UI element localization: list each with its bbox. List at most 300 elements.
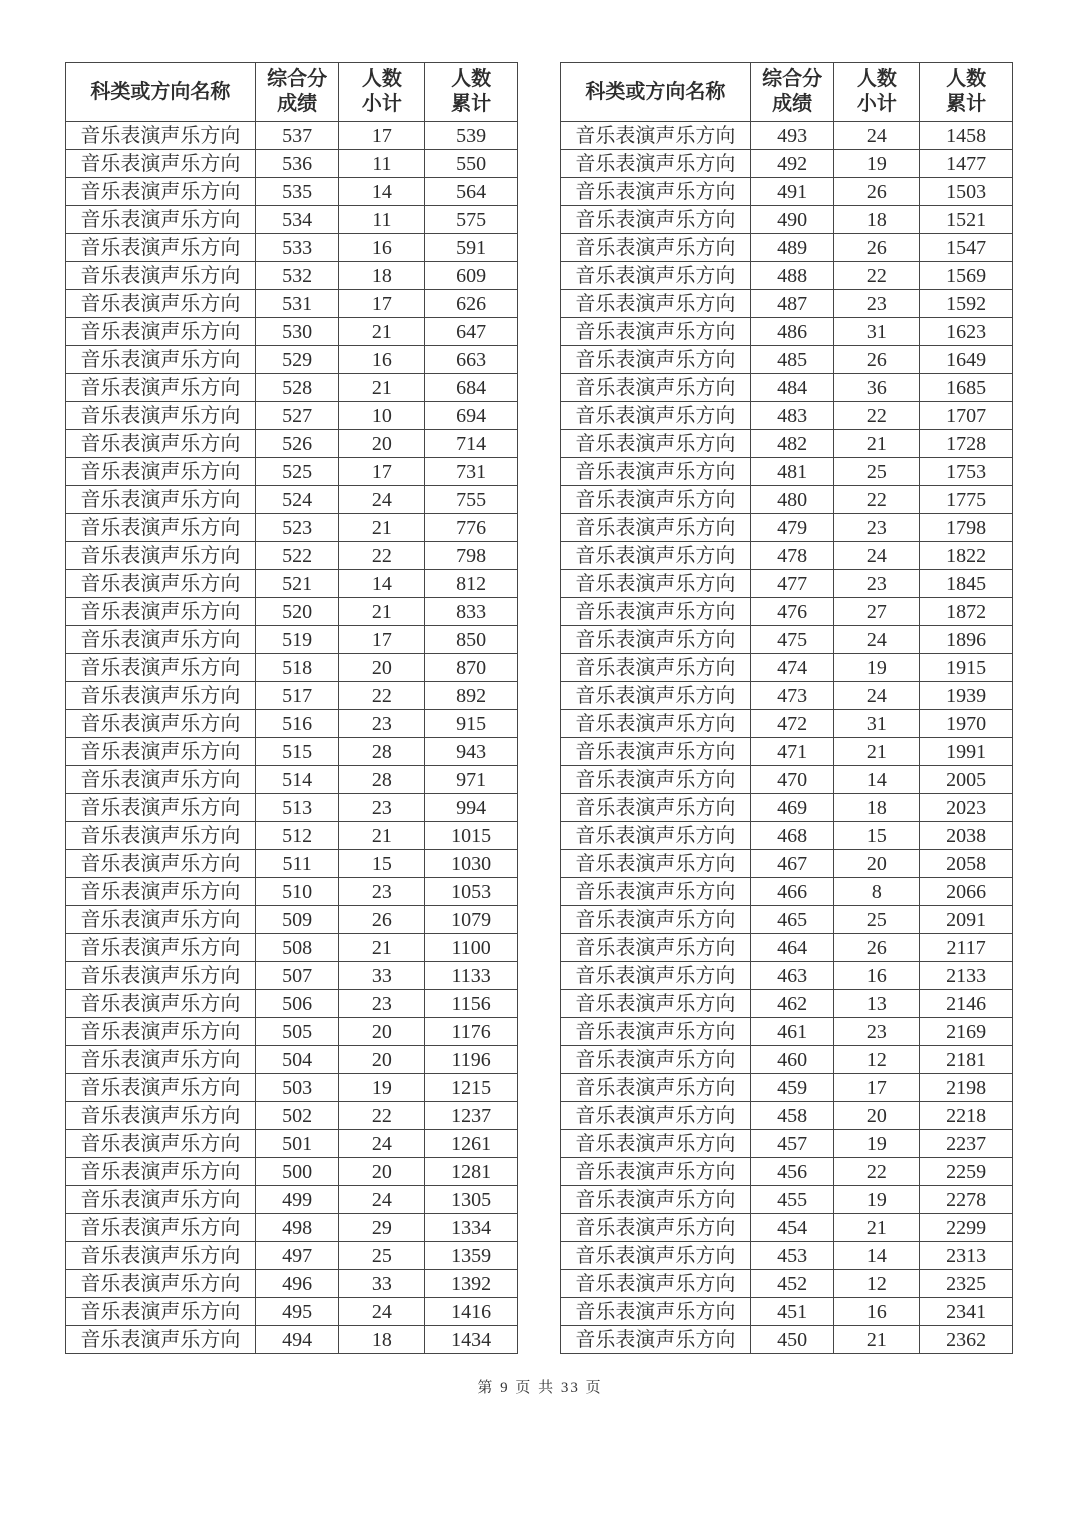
header-cumulative bbox=[920, 63, 1013, 122]
score-cell: 464 bbox=[750, 934, 834, 962]
score-cell: 519 bbox=[255, 626, 339, 654]
cumulative-cell: 1196 bbox=[425, 1046, 518, 1074]
table-row bbox=[561, 206, 1013, 234]
score-cell: 493 bbox=[750, 122, 834, 150]
category-cell: 音乐表演声乐方向 bbox=[561, 906, 751, 934]
count-cell: 11 bbox=[339, 206, 425, 234]
count-cell: 10 bbox=[339, 402, 425, 430]
count-cell: 23 bbox=[834, 290, 920, 318]
score-cell: 487 bbox=[750, 290, 834, 318]
table-row bbox=[561, 1130, 1013, 1158]
score-cell: 482 bbox=[750, 430, 834, 458]
cumulative-cell: 647 bbox=[425, 318, 518, 346]
header-count-line2: 小计 bbox=[361, 93, 402, 115]
cumulative-cell: 2146 bbox=[920, 990, 1013, 1018]
cumulative-cell: 2325 bbox=[920, 1270, 1013, 1298]
score-cell: 477 bbox=[750, 570, 834, 598]
cumulative-cell: 663 bbox=[425, 346, 518, 374]
score-cell: 509 bbox=[255, 906, 339, 934]
table-row bbox=[561, 318, 1013, 346]
table-row bbox=[66, 598, 518, 626]
score-cell: 454 bbox=[750, 1214, 834, 1242]
cumulative-cell: 684 bbox=[425, 374, 518, 402]
count-cell: 24 bbox=[834, 542, 920, 570]
count-cell: 17 bbox=[339, 290, 425, 318]
score-cell: 527 bbox=[255, 402, 339, 430]
table-row bbox=[66, 318, 518, 346]
count-cell: 36 bbox=[834, 374, 920, 402]
category-cell: 音乐表演声乐方向 bbox=[66, 710, 256, 738]
header-row bbox=[561, 63, 1013, 122]
cumulative-cell: 2117 bbox=[920, 934, 1013, 962]
category-cell: 音乐表演声乐方向 bbox=[66, 990, 256, 1018]
count-cell: 21 bbox=[834, 430, 920, 458]
cumulative-cell: 2362 bbox=[920, 1326, 1013, 1354]
category-cell: 音乐表演声乐方向 bbox=[561, 1186, 751, 1214]
table-row bbox=[66, 122, 518, 150]
table-row bbox=[561, 682, 1013, 710]
category-cell: 音乐表演声乐方向 bbox=[66, 682, 256, 710]
cumulative-cell: 2181 bbox=[920, 1046, 1013, 1074]
table-row bbox=[561, 486, 1013, 514]
category-cell: 音乐表演声乐方向 bbox=[561, 206, 751, 234]
table-row bbox=[561, 290, 1013, 318]
score-cell: 516 bbox=[255, 710, 339, 738]
category-cell: 音乐表演声乐方向 bbox=[66, 402, 256, 430]
header-cumulative-line2: 累计 bbox=[946, 93, 987, 115]
count-cell: 18 bbox=[339, 262, 425, 290]
category-cell: 音乐表演声乐方向 bbox=[561, 766, 751, 794]
score-cell: 467 bbox=[750, 850, 834, 878]
table-row bbox=[561, 934, 1013, 962]
cumulative-cell: 2058 bbox=[920, 850, 1013, 878]
count-cell: 13 bbox=[834, 990, 920, 1018]
tables-container bbox=[0, 62, 1080, 1354]
score-cell: 518 bbox=[255, 654, 339, 682]
cumulative-cell: 1015 bbox=[425, 822, 518, 850]
table-row bbox=[66, 990, 518, 1018]
header-cumulative-line1: 人数 bbox=[451, 68, 492, 90]
cumulative-cell: 1915 bbox=[920, 654, 1013, 682]
score-cell: 458 bbox=[750, 1102, 834, 1130]
score-cell: 468 bbox=[750, 822, 834, 850]
cumulative-cell: 892 bbox=[425, 682, 518, 710]
table-row bbox=[66, 1158, 518, 1186]
category-cell: 音乐表演声乐方向 bbox=[66, 206, 256, 234]
score-cell: 450 bbox=[750, 1326, 834, 1354]
count-cell: 22 bbox=[339, 1102, 425, 1130]
score-cell: 472 bbox=[750, 710, 834, 738]
count-cell: 27 bbox=[834, 598, 920, 626]
count-cell: 16 bbox=[339, 234, 425, 262]
count-cell: 24 bbox=[339, 1298, 425, 1326]
score-cell: 508 bbox=[255, 934, 339, 962]
category-cell: 音乐表演声乐方向 bbox=[66, 486, 256, 514]
category-cell: 音乐表演声乐方向 bbox=[561, 850, 751, 878]
header-category: 科类或方向名称 bbox=[561, 63, 751, 122]
score-cell: 530 bbox=[255, 318, 339, 346]
score-cell: 471 bbox=[750, 738, 834, 766]
category-cell: 音乐表演声乐方向 bbox=[561, 990, 751, 1018]
table-row bbox=[561, 150, 1013, 178]
count-cell: 19 bbox=[834, 1186, 920, 1214]
count-cell: 20 bbox=[834, 1102, 920, 1130]
score-cell: 463 bbox=[750, 962, 834, 990]
cumulative-cell: 776 bbox=[425, 514, 518, 542]
score-cell: 512 bbox=[255, 822, 339, 850]
score-cell: 502 bbox=[255, 1102, 339, 1130]
table-row bbox=[561, 654, 1013, 682]
score-cell: 499 bbox=[255, 1186, 339, 1214]
score-cell: 473 bbox=[750, 682, 834, 710]
score-cell: 488 bbox=[750, 262, 834, 290]
cumulative-cell: 1030 bbox=[425, 850, 518, 878]
table-row bbox=[561, 234, 1013, 262]
category-cell: 音乐表演声乐方向 bbox=[561, 598, 751, 626]
category-cell: 音乐表演声乐方向 bbox=[66, 1102, 256, 1130]
score-cell: 537 bbox=[255, 122, 339, 150]
table-row bbox=[561, 1298, 1013, 1326]
table-row bbox=[66, 1298, 518, 1326]
table-row bbox=[561, 374, 1013, 402]
table-row bbox=[561, 1046, 1013, 1074]
cumulative-cell: 971 bbox=[425, 766, 518, 794]
category-cell: 音乐表演声乐方向 bbox=[66, 850, 256, 878]
count-cell: 22 bbox=[339, 682, 425, 710]
count-cell: 20 bbox=[339, 1158, 425, 1186]
score-cell: 498 bbox=[255, 1214, 339, 1242]
count-cell: 18 bbox=[834, 794, 920, 822]
cumulative-cell: 609 bbox=[425, 262, 518, 290]
score-cell: 452 bbox=[750, 1270, 834, 1298]
category-cell: 音乐表演声乐方向 bbox=[561, 122, 751, 150]
cumulative-cell: 1753 bbox=[920, 458, 1013, 486]
count-cell: 20 bbox=[339, 1018, 425, 1046]
category-cell: 音乐表演声乐方向 bbox=[66, 318, 256, 346]
category-cell: 音乐表演声乐方向 bbox=[66, 766, 256, 794]
table-row bbox=[66, 290, 518, 318]
count-cell: 21 bbox=[339, 934, 425, 962]
count-cell: 21 bbox=[834, 738, 920, 766]
table-row bbox=[561, 990, 1013, 1018]
score-cell: 521 bbox=[255, 570, 339, 598]
score-cell: 532 bbox=[255, 262, 339, 290]
count-cell: 19 bbox=[834, 654, 920, 682]
category-cell: 音乐表演声乐方向 bbox=[66, 1046, 256, 1074]
cumulative-cell: 1685 bbox=[920, 374, 1013, 402]
score-cell: 462 bbox=[750, 990, 834, 1018]
category-cell: 音乐表演声乐方向 bbox=[561, 1158, 751, 1186]
count-cell: 23 bbox=[339, 878, 425, 906]
count-cell: 17 bbox=[339, 122, 425, 150]
cumulative-cell: 626 bbox=[425, 290, 518, 318]
cumulative-cell: 2237 bbox=[920, 1130, 1013, 1158]
table-row bbox=[561, 710, 1013, 738]
category-cell: 音乐表演声乐方向 bbox=[66, 570, 256, 598]
category-cell: 音乐表演声乐方向 bbox=[66, 514, 256, 542]
header-count-line1: 人数 bbox=[856, 68, 897, 90]
score-cell: 514 bbox=[255, 766, 339, 794]
count-cell: 20 bbox=[834, 850, 920, 878]
category-cell: 音乐表演声乐方向 bbox=[561, 514, 751, 542]
count-cell: 22 bbox=[834, 402, 920, 430]
category-cell: 音乐表演声乐方向 bbox=[561, 682, 751, 710]
header-row bbox=[66, 63, 518, 122]
category-cell: 音乐表演声乐方向 bbox=[561, 738, 751, 766]
score-cell: 535 bbox=[255, 178, 339, 206]
table-body bbox=[561, 122, 1013, 1354]
category-cell: 音乐表演声乐方向 bbox=[66, 234, 256, 262]
category-cell: 音乐表演声乐方向 bbox=[561, 1298, 751, 1326]
table-row bbox=[66, 850, 518, 878]
table-row bbox=[66, 150, 518, 178]
category-cell: 音乐表演声乐方向 bbox=[561, 1214, 751, 1242]
count-cell: 18 bbox=[834, 206, 920, 234]
cumulative-cell: 2133 bbox=[920, 962, 1013, 990]
score-cell: 460 bbox=[750, 1046, 834, 1074]
cumulative-cell: 1798 bbox=[920, 514, 1013, 542]
header-count bbox=[834, 63, 920, 122]
cumulative-cell: 1872 bbox=[920, 598, 1013, 626]
score-cell: 506 bbox=[255, 990, 339, 1018]
category-cell: 音乐表演声乐方向 bbox=[561, 878, 751, 906]
count-cell: 25 bbox=[834, 458, 920, 486]
score-cell: 528 bbox=[255, 374, 339, 402]
score-cell: 457 bbox=[750, 1130, 834, 1158]
table-row bbox=[66, 822, 518, 850]
table-row bbox=[561, 1326, 1013, 1354]
score-cell: 517 bbox=[255, 682, 339, 710]
table-row bbox=[561, 794, 1013, 822]
score-cell: 474 bbox=[750, 654, 834, 682]
score-cell: 513 bbox=[255, 794, 339, 822]
score-cell: 524 bbox=[255, 486, 339, 514]
header-score bbox=[750, 63, 834, 122]
score-cell: 533 bbox=[255, 234, 339, 262]
table-row bbox=[66, 234, 518, 262]
cumulative-cell: 850 bbox=[425, 626, 518, 654]
count-cell: 28 bbox=[339, 766, 425, 794]
score-cell: 503 bbox=[255, 1074, 339, 1102]
table-row bbox=[66, 1214, 518, 1242]
score-cell: 522 bbox=[255, 542, 339, 570]
category-cell: 音乐表演声乐方向 bbox=[66, 1242, 256, 1270]
category-cell: 音乐表演声乐方向 bbox=[561, 822, 751, 850]
table-row bbox=[561, 878, 1013, 906]
count-cell: 17 bbox=[339, 626, 425, 654]
table-row bbox=[66, 178, 518, 206]
category-cell: 音乐表演声乐方向 bbox=[561, 374, 751, 402]
score-cell: 478 bbox=[750, 542, 834, 570]
cumulative-cell: 731 bbox=[425, 458, 518, 486]
count-cell: 21 bbox=[339, 318, 425, 346]
category-cell: 音乐表演声乐方向 bbox=[66, 290, 256, 318]
cumulative-cell: 1237 bbox=[425, 1102, 518, 1130]
cumulative-cell: 1592 bbox=[920, 290, 1013, 318]
score-cell: 466 bbox=[750, 878, 834, 906]
table-row bbox=[66, 1102, 518, 1130]
cumulative-cell: 694 bbox=[425, 402, 518, 430]
count-cell: 33 bbox=[339, 962, 425, 990]
category-cell: 音乐表演声乐方向 bbox=[561, 290, 751, 318]
count-cell: 16 bbox=[339, 346, 425, 374]
score-cell: 486 bbox=[750, 318, 834, 346]
cumulative-cell: 1477 bbox=[920, 150, 1013, 178]
table-row bbox=[66, 906, 518, 934]
cumulative-cell: 2169 bbox=[920, 1018, 1013, 1046]
score-cell: 461 bbox=[750, 1018, 834, 1046]
category-cell: 音乐表演声乐方向 bbox=[66, 542, 256, 570]
cumulative-cell: 1822 bbox=[920, 542, 1013, 570]
score-cell: 523 bbox=[255, 514, 339, 542]
score-cell: 491 bbox=[750, 178, 834, 206]
score-cell: 534 bbox=[255, 206, 339, 234]
count-cell: 26 bbox=[834, 178, 920, 206]
cumulative-cell: 2005 bbox=[920, 766, 1013, 794]
category-cell: 音乐表演声乐方向 bbox=[561, 654, 751, 682]
score-cell: 520 bbox=[255, 598, 339, 626]
category-cell: 音乐表演声乐方向 bbox=[66, 906, 256, 934]
cumulative-cell: 2259 bbox=[920, 1158, 1013, 1186]
cumulative-cell: 870 bbox=[425, 654, 518, 682]
count-cell: 21 bbox=[834, 1214, 920, 1242]
count-cell: 25 bbox=[834, 906, 920, 934]
table-row bbox=[66, 206, 518, 234]
category-cell: 音乐表演声乐方向 bbox=[561, 318, 751, 346]
count-cell: 20 bbox=[339, 430, 425, 458]
table-row bbox=[66, 654, 518, 682]
table-row bbox=[66, 626, 518, 654]
count-cell: 24 bbox=[834, 626, 920, 654]
count-cell: 31 bbox=[834, 318, 920, 346]
score-cell: 525 bbox=[255, 458, 339, 486]
count-cell: 22 bbox=[834, 486, 920, 514]
score-cell: 459 bbox=[750, 1074, 834, 1102]
category-cell: 音乐表演声乐方向 bbox=[561, 486, 751, 514]
count-cell: 22 bbox=[339, 542, 425, 570]
table-row bbox=[561, 906, 1013, 934]
count-cell: 11 bbox=[339, 150, 425, 178]
score-cell: 504 bbox=[255, 1046, 339, 1074]
count-cell: 19 bbox=[834, 1130, 920, 1158]
table-row bbox=[561, 570, 1013, 598]
count-cell: 21 bbox=[339, 598, 425, 626]
category-cell: 音乐表演声乐方向 bbox=[66, 1130, 256, 1158]
table-row bbox=[66, 766, 518, 794]
score-cell: 455 bbox=[750, 1186, 834, 1214]
cumulative-cell: 994 bbox=[425, 794, 518, 822]
score-cell: 451 bbox=[750, 1298, 834, 1326]
table-row bbox=[561, 262, 1013, 290]
table-row bbox=[66, 514, 518, 542]
cumulative-cell: 591 bbox=[425, 234, 518, 262]
table-row bbox=[561, 430, 1013, 458]
category-cell: 音乐表演声乐方向 bbox=[561, 794, 751, 822]
score-cell: 492 bbox=[750, 150, 834, 178]
cumulative-cell: 833 bbox=[425, 598, 518, 626]
count-cell: 15 bbox=[339, 850, 425, 878]
count-cell: 24 bbox=[339, 1186, 425, 1214]
score-cell: 507 bbox=[255, 962, 339, 990]
cumulative-cell: 755 bbox=[425, 486, 518, 514]
count-cell: 23 bbox=[834, 514, 920, 542]
category-cell: 音乐表演声乐方向 bbox=[561, 346, 751, 374]
table-row bbox=[66, 934, 518, 962]
table-row bbox=[66, 486, 518, 514]
table-row bbox=[561, 1270, 1013, 1298]
header-score-line1: 综合分 bbox=[267, 68, 328, 90]
count-cell: 17 bbox=[339, 458, 425, 486]
header-score bbox=[255, 63, 339, 122]
cumulative-cell: 2278 bbox=[920, 1186, 1013, 1214]
count-cell: 24 bbox=[339, 486, 425, 514]
cumulative-cell: 2038 bbox=[920, 822, 1013, 850]
cumulative-cell: 1521 bbox=[920, 206, 1013, 234]
table-row bbox=[561, 766, 1013, 794]
category-cell: 音乐表演声乐方向 bbox=[66, 878, 256, 906]
table-row bbox=[66, 1326, 518, 1354]
score-cell: 515 bbox=[255, 738, 339, 766]
cumulative-cell: 1547 bbox=[920, 234, 1013, 262]
table-row bbox=[561, 1214, 1013, 1242]
count-cell: 28 bbox=[339, 738, 425, 766]
category-cell: 音乐表演声乐方向 bbox=[66, 738, 256, 766]
cumulative-cell: 714 bbox=[425, 430, 518, 458]
table-row bbox=[66, 1186, 518, 1214]
count-cell: 26 bbox=[834, 934, 920, 962]
score-cell: 529 bbox=[255, 346, 339, 374]
category-cell: 音乐表演声乐方向 bbox=[66, 1158, 256, 1186]
cumulative-cell: 575 bbox=[425, 206, 518, 234]
table-row bbox=[66, 458, 518, 486]
score-cell: 497 bbox=[255, 1242, 339, 1270]
score-cell: 489 bbox=[750, 234, 834, 262]
table-row bbox=[561, 962, 1013, 990]
count-cell: 22 bbox=[834, 262, 920, 290]
category-cell: 音乐表演声乐方向 bbox=[561, 1102, 751, 1130]
count-cell: 20 bbox=[339, 1046, 425, 1074]
cumulative-cell: 564 bbox=[425, 178, 518, 206]
score-cell: 465 bbox=[750, 906, 834, 934]
table-row bbox=[66, 570, 518, 598]
table-row bbox=[561, 1074, 1013, 1102]
count-cell: 21 bbox=[339, 822, 425, 850]
count-cell: 19 bbox=[339, 1074, 425, 1102]
header-score-line2: 成绩 bbox=[277, 93, 318, 115]
table-row bbox=[561, 514, 1013, 542]
table-row bbox=[561, 822, 1013, 850]
cumulative-cell: 1845 bbox=[920, 570, 1013, 598]
cumulative-cell: 1649 bbox=[920, 346, 1013, 374]
header-cumulative bbox=[425, 63, 518, 122]
category-cell: 音乐表演声乐方向 bbox=[561, 234, 751, 262]
score-cell: 511 bbox=[255, 850, 339, 878]
category-cell: 音乐表演声乐方向 bbox=[66, 346, 256, 374]
header-count-line1: 人数 bbox=[361, 68, 402, 90]
category-cell: 音乐表演声乐方向 bbox=[66, 458, 256, 486]
cumulative-cell: 1392 bbox=[425, 1270, 518, 1298]
count-cell: 26 bbox=[339, 906, 425, 934]
cumulative-cell: 2313 bbox=[920, 1242, 1013, 1270]
cumulative-cell: 1176 bbox=[425, 1018, 518, 1046]
cumulative-cell: 1156 bbox=[425, 990, 518, 1018]
cumulative-cell: 1458 bbox=[920, 122, 1013, 150]
count-cell: 18 bbox=[339, 1326, 425, 1354]
table-row bbox=[66, 346, 518, 374]
count-cell: 8 bbox=[834, 878, 920, 906]
category-cell: 音乐表演声乐方向 bbox=[66, 122, 256, 150]
table-row bbox=[66, 794, 518, 822]
